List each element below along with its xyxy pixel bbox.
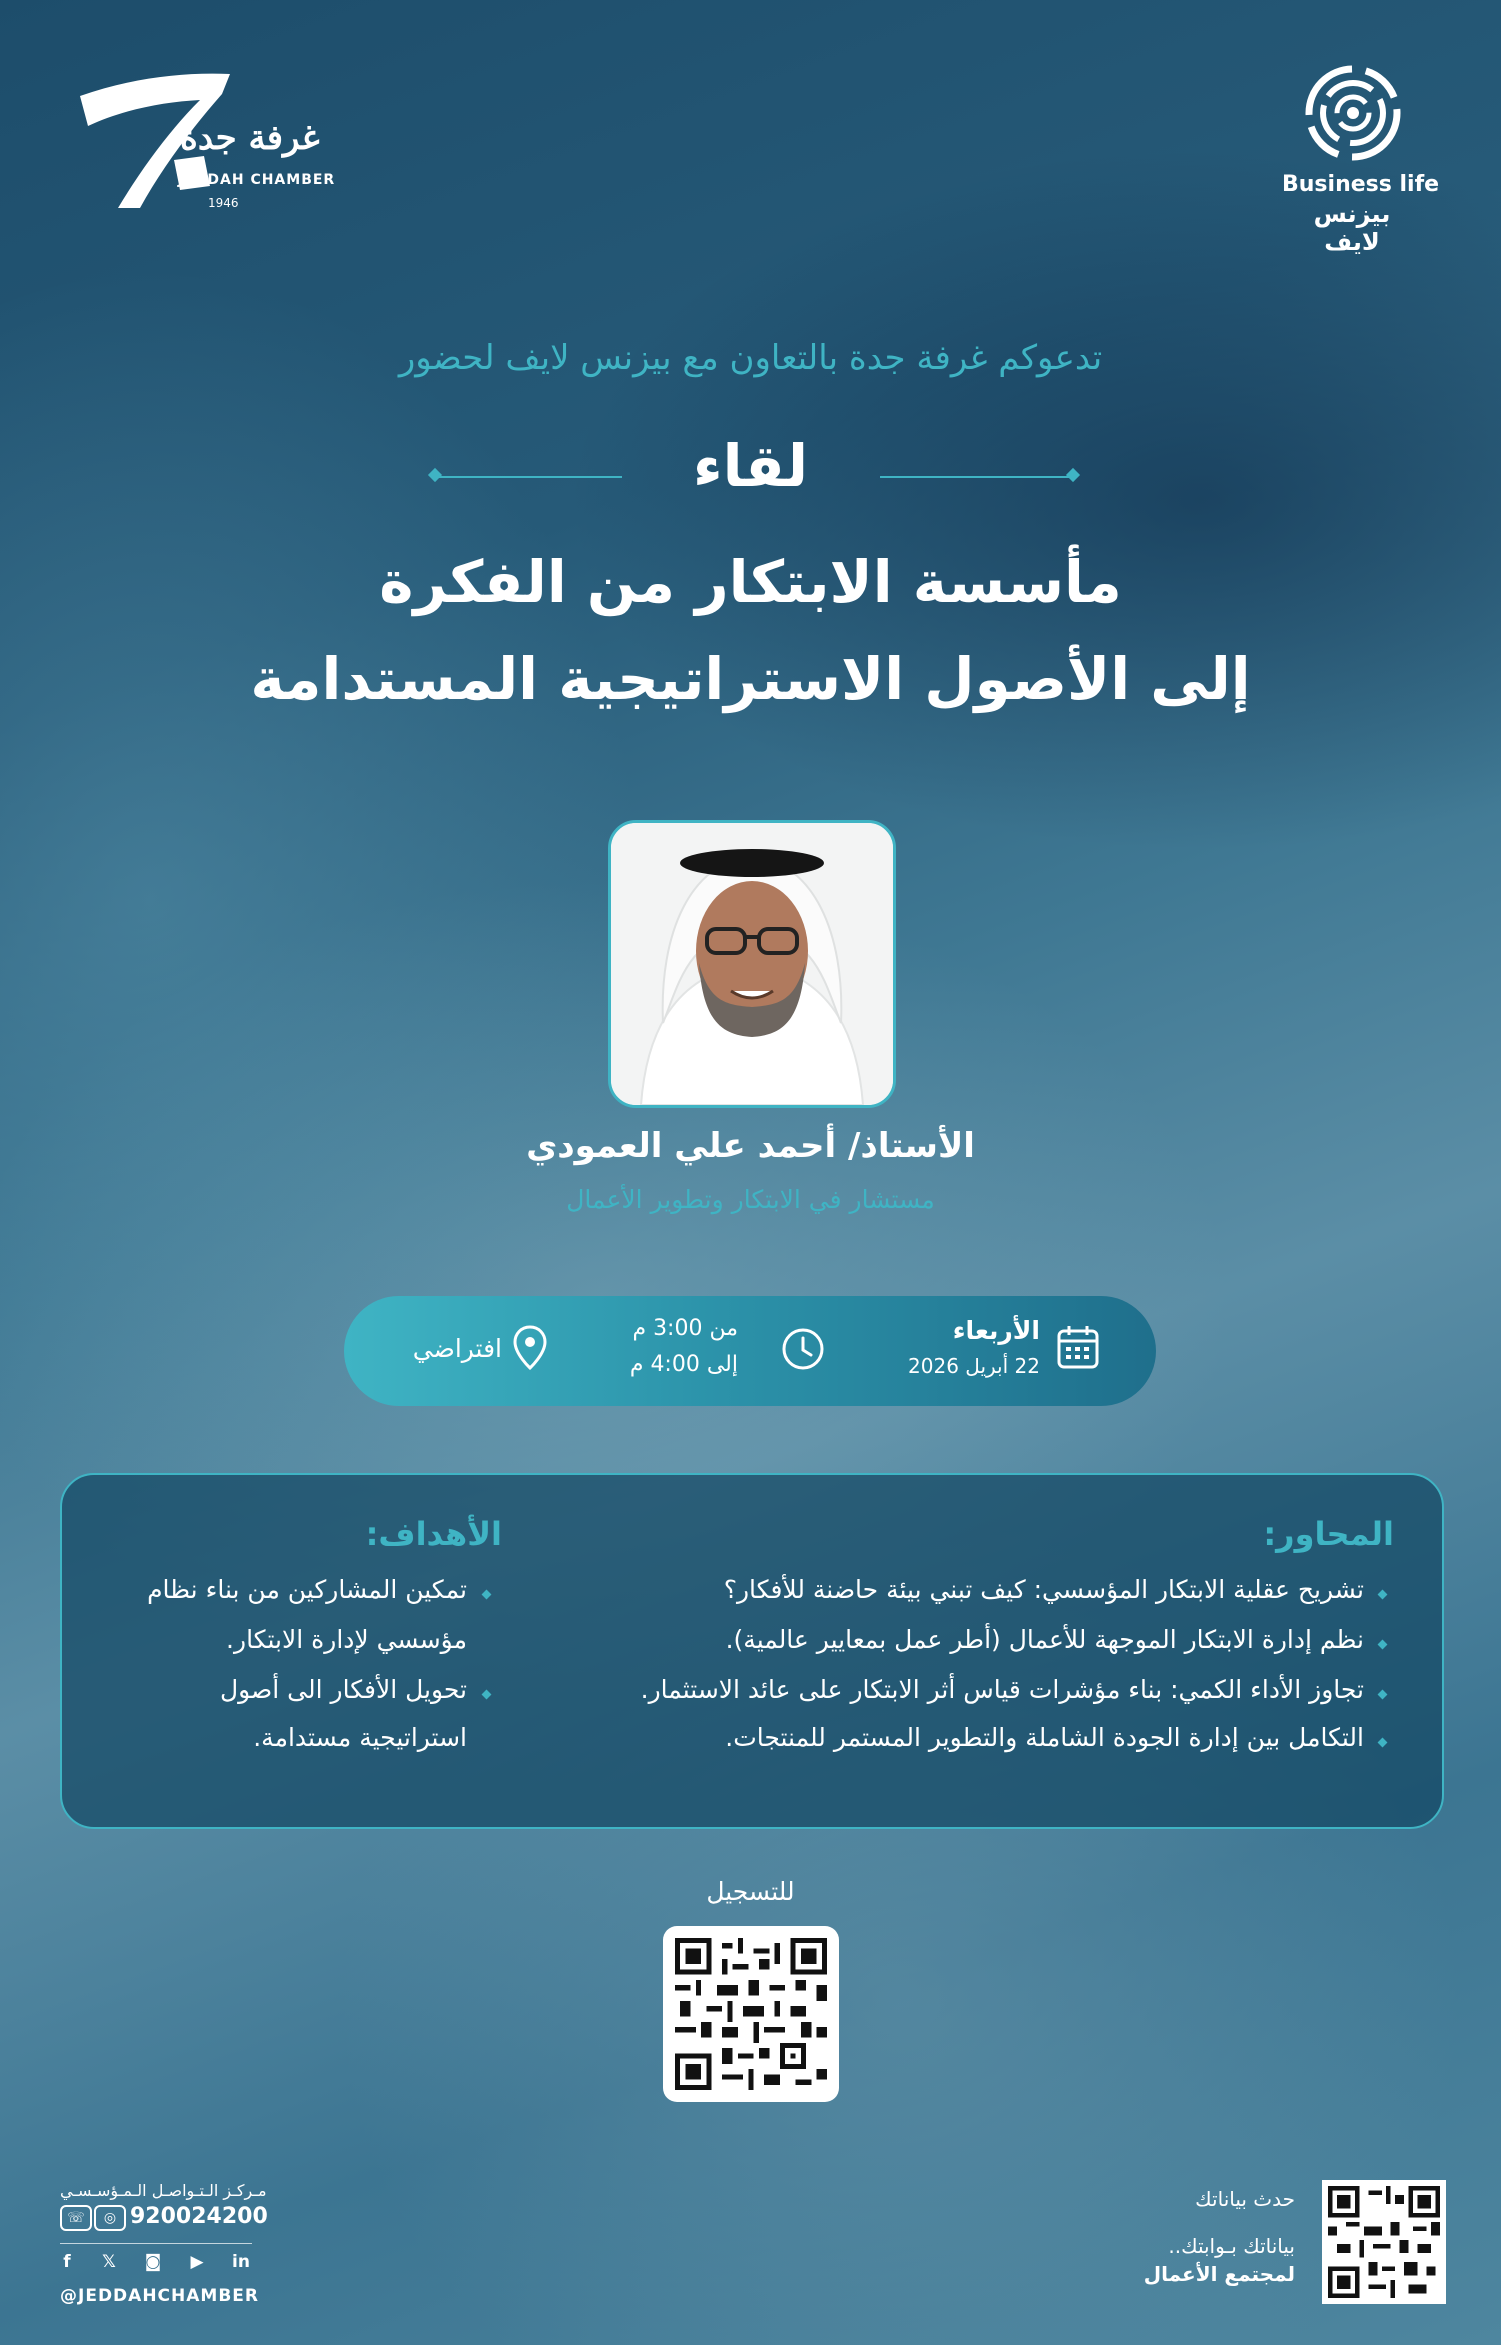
x-icon[interactable]: 𝕏 (102, 2252, 116, 2272)
business-life-arabic-name: بيزنس لايف (1313, 200, 1391, 256)
clock-icon (780, 1326, 826, 1372)
goals-title: الأهداف: (365, 1515, 502, 1553)
update-data-line-3: لمجتمع الأعمال (1143, 2262, 1295, 2286)
goal-item-line: مؤسسي لإدارة الابتكار. (226, 1625, 467, 1654)
event-date: 22 أبريل 2026 (908, 1354, 1040, 1378)
youtube-icon[interactable]: ▶ (190, 2252, 204, 2272)
jeddah-chamber-english-name: JEDDAH CHAMBER (178, 172, 336, 188)
qr-pattern (1328, 2186, 1440, 2298)
contact-center-label: مـركـز الـتـواصـل الـمـؤسـسـي (60, 2181, 267, 2200)
footer-divider (60, 2243, 252, 2244)
topic-item: التكامل بين إدارة الجودة الشاملة والتطوير المستمر للمنتجات. (725, 1723, 1364, 1752)
update-data-line-1: حدث بياناتك (1195, 2187, 1295, 2211)
topic-item: نظم إدارة الابتكار الموجهة للأعمال (أطر عمل بمعايير عالمية). (725, 1625, 1364, 1654)
event-type: لقاء (693, 432, 808, 500)
event-day: الأربعاء (952, 1316, 1040, 1345)
update-data-qr-code[interactable] (1322, 2180, 1446, 2304)
qr-pattern (675, 1938, 827, 2090)
bullet (482, 1590, 492, 1600)
speaker-portrait (611, 823, 893, 1105)
linkedin-icon[interactable]: in (232, 2252, 250, 2272)
business-life-logo-mark (1298, 58, 1408, 168)
event-time-to: إلى 4:00 م (629, 1352, 738, 1377)
bullet (1378, 1690, 1388, 1700)
event-title-line-2: إلى الأصول الاستراتيجية المستدامة (250, 645, 1251, 713)
instagram-icon[interactable]: ◙ (144, 2252, 162, 2272)
bullet (1378, 1738, 1388, 1748)
event-title-line-1: مأسسة الابتكار من الفكرة (379, 548, 1122, 616)
whatsapp-icon: ◎ (94, 2205, 126, 2231)
goal-item-line: تحويل الأفكار الى أصول (219, 1675, 467, 1704)
goal-item-line: تمكين المشاركين من بناء نظام (147, 1575, 467, 1604)
details-panel (60, 1473, 1444, 1829)
business-life-english-name: Business life (1282, 172, 1440, 197)
event-info-bar (344, 1296, 1156, 1406)
event-location: افتراضي (412, 1334, 502, 1363)
speaker-photo (608, 820, 896, 1108)
goal-item-line: استراتيجية مستدامة. (253, 1723, 467, 1752)
speaker-name: الأستاذ/ أحمد علي العمودي (526, 1126, 975, 1166)
jeddah-chamber-year: 1946 (208, 196, 239, 210)
bullet (1378, 1640, 1388, 1650)
event-time-from: من 3:00 م (632, 1316, 738, 1341)
jeddah-chamber-arabic-name: غرفة جدة (180, 118, 320, 158)
update-data-line-2: بياناتك بـوابتك.. (1168, 2234, 1295, 2258)
topic-item: تشريح عقلية الابتكار المؤسسي: كيف تبني بيئة حاضنة للأفكار؟ (723, 1575, 1364, 1604)
registration-qr-code[interactable] (663, 1926, 839, 2102)
calendar-icon (1056, 1324, 1100, 1370)
bullet (482, 1690, 492, 1700)
location-pin-icon (512, 1324, 548, 1372)
bullet (1378, 1590, 1388, 1600)
topics-title: المحاور: (1263, 1515, 1394, 1553)
phone-icon: ☏ (60, 2205, 92, 2231)
facebook-icon[interactable]: f (63, 2252, 71, 2272)
contact-phone[interactable]: 920024200 (130, 2204, 268, 2229)
invitation-line: تدعوكم غرفة جدة بالتعاون مع بيزنس لايف لحضور (398, 338, 1103, 378)
social-handle[interactable]: @JEDDAHCHAMBER (60, 2286, 259, 2306)
registration-label: للتسجيل (706, 1877, 795, 1906)
speaker-role: مستشار في الابتكار وتطوير الأعمال (566, 1185, 935, 1214)
topic-item: تجاوز الأداء الكمي: بناء مؤشرات قياس أثر الابتكار على عائد الاستثمار. (640, 1675, 1364, 1704)
